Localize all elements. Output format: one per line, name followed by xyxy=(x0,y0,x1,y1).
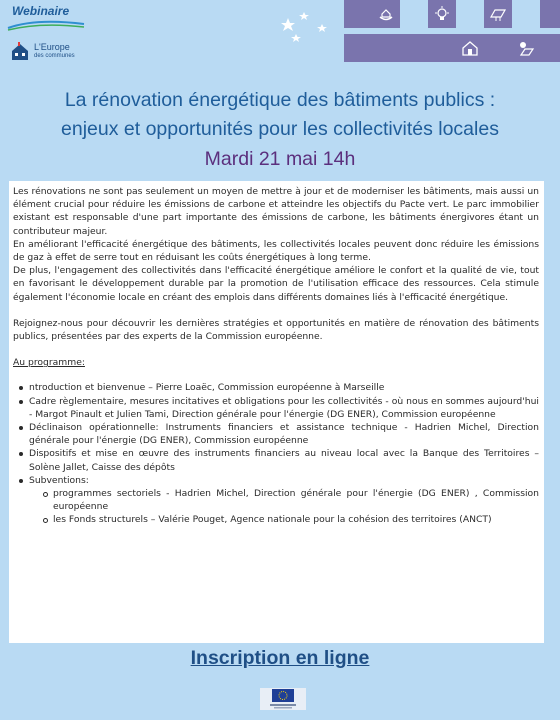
icon-tile-grid xyxy=(340,0,560,64)
paragraph-3: De plus, l'engagement des collectivités dans l'efficacité énergétique améliore le confort et la qualité de vie, tout en favorisant le développement durable par la promotion de l'utilisation efficace des ressources. Cela stimule également l'économie locale en créant des emplois dans différents domaines liés à l'efficacité énergétique. xyxy=(13,265,539,303)
europe-des-communes-logo xyxy=(10,40,90,64)
list-item: ntroduction et bienvenue – Pierre Loaëc, Commission européenne à Marseille xyxy=(29,381,539,394)
title-line-2: enjeux et opportunités pour les collectivités locales xyxy=(61,118,499,140)
paragraph-1: Les rénovations ne sont pas seulement un moyen de mettre à jour et de moderniser les bâtiments, mais aussi un élément crucial pour réduire les émissions de carbone et atteindre les objectifs du Pacte vert. Le parc immobilier existant est responsable d'une part importante des émissions de carbone, les bâtiments énergivores étant un contributeur majeur. xyxy=(13,186,539,237)
webinar-title xyxy=(0,86,560,144)
house-icon xyxy=(456,34,484,62)
sub-list-item: les Fonds structurels – Valérie Pouget, Agence nationale pour la cohésion des territoires (ANCT) xyxy=(53,513,539,526)
list-item xyxy=(29,474,539,527)
paragraph-2: En améliorant l'efficacité énergétique des bâtiments, les collectivités locales peuvent donc réduire les émissions de gaz à effet de serre tout en réduisant les coûts énergétiques à long terme. xyxy=(13,238,539,264)
house-logo-icon xyxy=(10,42,30,62)
paragraph-4: Rejoignez-nous pour découvrir les dernières stratégies et opportunités en matière de rénovation des bâtiments publics, présentées par des experts de la Commission européenne. xyxy=(13,317,539,343)
subventions-list xyxy=(29,487,539,527)
logo-line1: L'Europe xyxy=(34,42,70,52)
solar-panel-icon xyxy=(484,0,512,28)
list-item: Dispositifs et mise en œuvre des instruments financiers au niveau local avec la Banque des Territoires – Solène Jallet, Caisse des dépôts xyxy=(29,448,539,473)
register-link[interactable]: Inscription en ligne xyxy=(190,647,370,669)
sun-panel-icon xyxy=(512,34,540,62)
lightbulb-icon xyxy=(428,0,456,28)
eu-flag-logo xyxy=(260,684,306,714)
hands-house-icon xyxy=(372,0,400,28)
logo-line2: des communes xyxy=(34,53,75,59)
programme-label: Au programme: xyxy=(13,357,85,369)
programme-list xyxy=(13,381,539,526)
webinar-date: Mardi 21 mai 14h xyxy=(204,148,356,170)
swoosh-decoration xyxy=(6,18,86,32)
list-item: Cadre règlementaire, mesures incitatives et obligations pour les collectivités - où nous en sommes aujourd'hui - Margot Pinault et Julien Tami, Direction générale pour l'énergie (DG ENER), Commission européenne xyxy=(29,395,539,420)
list-item: Déclinaison opérationnelle: Instruments financiers et assistance technique - Hadrien Michel, Direction générale pour l'énergie (DG ENER), Commission européenne xyxy=(29,422,539,447)
title-line-1: La rénovation énergétique des bâtiments publics : xyxy=(64,89,496,111)
webinaire-label: Webinaire xyxy=(12,4,70,18)
subventions-label: Subventions: xyxy=(29,474,89,486)
stars-decoration xyxy=(280,6,340,46)
header-banner xyxy=(0,0,560,70)
description-box xyxy=(9,181,544,643)
sub-list-item: programmes sectoriels - Hadrien Michel, Direction générale pour l'énergie (DG ENER) , Commission européenne xyxy=(53,488,539,513)
